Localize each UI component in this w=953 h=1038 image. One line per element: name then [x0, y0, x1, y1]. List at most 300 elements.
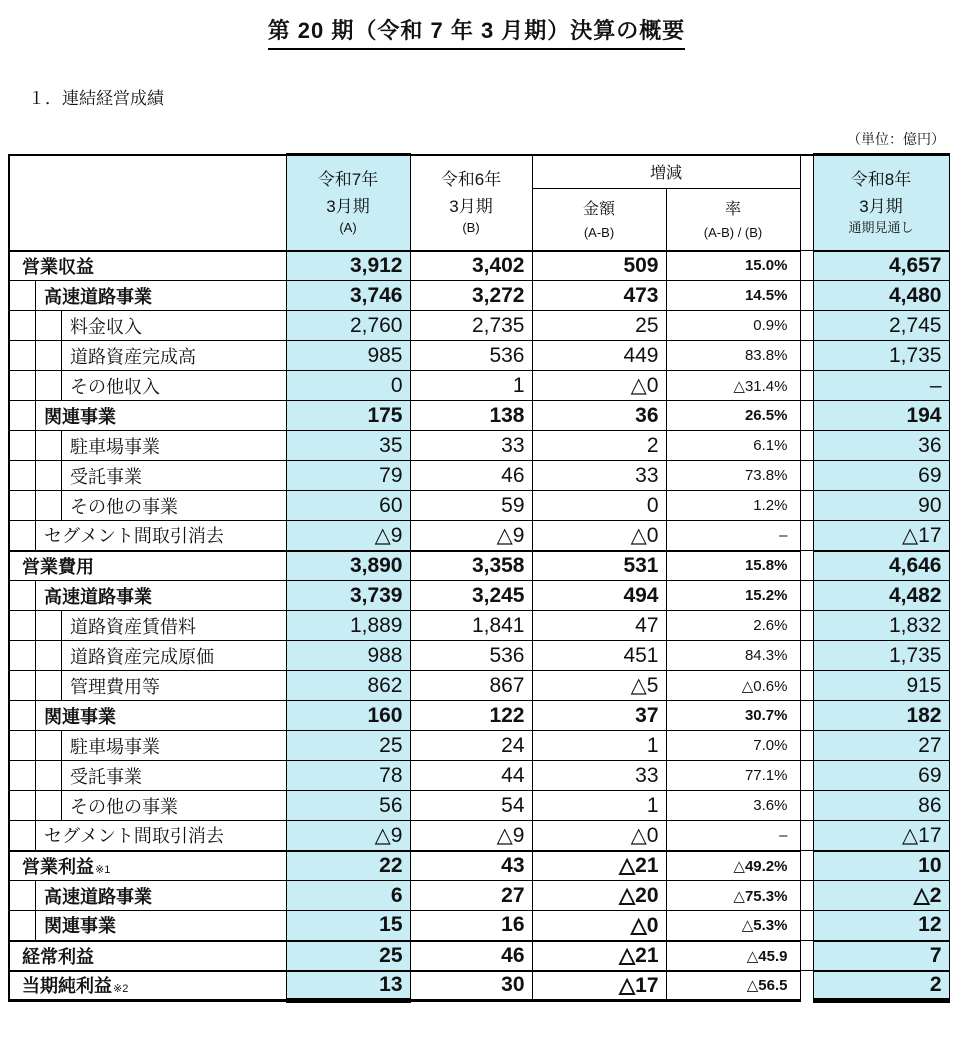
row-label: 当期純利益: [22, 976, 112, 997]
value-change-rate: △5.3%: [666, 911, 800, 941]
value-change-rate: 15.2%: [666, 581, 800, 611]
value-current-period: 13: [286, 971, 410, 1001]
value-current-period: △9: [286, 821, 410, 851]
indent-guide: [36, 491, 62, 520]
indent-guide: [10, 341, 36, 370]
table-row: [9, 491, 949, 521]
indent-guide: [10, 911, 36, 940]
value-current-period: 988: [286, 641, 410, 671]
table-row: [9, 851, 949, 881]
row-footnote-mark: [116, 726, 117, 730]
value-prior-period: 44: [410, 761, 532, 791]
value-change-amount: △5: [532, 671, 666, 701]
value-prior-period: 54: [410, 791, 532, 821]
row-label: 受託事業: [70, 466, 142, 487]
row-label: 営業費用: [22, 556, 94, 577]
table-row: [9, 671, 949, 701]
row-label-cell: [9, 941, 286, 971]
indent-guide: [36, 431, 62, 460]
indent-guide: [10, 521, 36, 550]
value-current-period: 35: [286, 431, 410, 461]
value-current-period: 0: [286, 371, 410, 401]
value-current-period: 1,889: [286, 611, 410, 641]
header-col-b-year: 令和6年: [440, 169, 502, 189]
value-change-rate: 15.0%: [666, 251, 800, 281]
row-label-cell: [9, 281, 286, 311]
table-row: [9, 371, 949, 401]
table-row: [9, 611, 949, 641]
indent-guide: [36, 791, 62, 820]
value-forecast: 10: [813, 851, 949, 881]
value-change-amount: △21: [532, 851, 666, 881]
value-current-period: 79: [286, 461, 410, 491]
table-gap: [800, 341, 813, 371]
header-col-a-year: 令和7年: [317, 170, 379, 190]
table-row: [9, 641, 949, 671]
row-label: 高速道路事業: [44, 586, 152, 607]
row-label-cell: [9, 551, 286, 581]
row-footnote-mark: [224, 846, 225, 850]
value-change-rate: 77.1%: [666, 761, 800, 791]
value-change-amount: 36: [532, 401, 666, 431]
header-col-b-mark: (B): [462, 220, 480, 236]
row-label-cell: [9, 911, 286, 941]
indent-guide: [10, 401, 36, 430]
value-prior-period: 27: [410, 881, 532, 911]
value-current-period: 25: [286, 731, 410, 761]
header-forecast-period: 3月期: [859, 197, 903, 217]
value-change-rate: 15.8%: [666, 551, 800, 581]
row-footnote-mark: [116, 426, 117, 430]
value-forecast: 86: [813, 791, 949, 821]
value-prior-period: 3,245: [410, 581, 532, 611]
table-gap: [800, 791, 813, 821]
value-forecast: △2: [813, 881, 949, 911]
value-current-period: 78: [286, 761, 410, 791]
table-row: [9, 401, 949, 431]
row-footnote-mark: [214, 666, 215, 670]
row-label-cell: [9, 791, 286, 821]
row-label-cell: [9, 431, 286, 461]
row-label-cell: [9, 731, 286, 761]
value-current-period: 160: [286, 701, 410, 731]
table-gap: [800, 581, 813, 611]
value-change-amount: 47: [532, 611, 666, 641]
value-prior-period: 122: [410, 701, 532, 731]
value-change-amount: 509: [532, 251, 666, 281]
value-forecast: 1,735: [813, 341, 949, 371]
value-prior-period: 536: [410, 341, 532, 371]
table-gap: [800, 551, 813, 581]
row-label: その他収入: [70, 376, 160, 397]
row-label: 駐車場事業: [70, 436, 160, 457]
row-label-cell: [9, 761, 286, 791]
row-label-cell: [9, 701, 286, 731]
table-row: [9, 431, 949, 461]
table-gap: [800, 701, 813, 731]
title-bar: [0, 14, 953, 50]
value-change-amount: 473: [532, 281, 666, 311]
financial-results-table: [8, 153, 950, 1003]
header-rate-formula: (A-B) / (B): [703, 225, 763, 241]
value-change-amount: 531: [532, 551, 666, 581]
table-gap: [800, 521, 813, 551]
table-row: [9, 821, 949, 851]
table-gap: [800, 641, 813, 671]
value-prior-period: 46: [410, 461, 532, 491]
table-gap: [800, 371, 813, 401]
row-footnote-mark: [152, 906, 153, 910]
indent-guide: [10, 311, 36, 340]
value-forecast: 182: [813, 701, 949, 731]
table-row: [9, 251, 949, 281]
row-label: 道路資産完成原価: [70, 646, 214, 667]
value-forecast: 7: [813, 941, 949, 971]
indent-guide: [10, 461, 36, 490]
value-forecast: 4,480: [813, 281, 949, 311]
value-prior-period: 46: [410, 941, 532, 971]
row-label-cell: [9, 251, 286, 281]
row-footnote-mark: [152, 306, 153, 310]
header-change-group: 増減: [532, 155, 800, 189]
value-change-amount: 37: [532, 701, 666, 731]
value-current-period: 985: [286, 341, 410, 371]
row-label: 関連事業: [44, 916, 116, 937]
indent-guide: [10, 641, 36, 670]
indent-guide: [10, 491, 36, 520]
value-change-rate: 26.5%: [666, 401, 800, 431]
value-change-amount: △0: [532, 371, 666, 401]
value-prior-period: 138: [410, 401, 532, 431]
value-current-period: 3,890: [286, 551, 410, 581]
row-label: 営業収益: [22, 256, 94, 277]
row-footnote-mark: [196, 366, 197, 370]
row-label: 高速道路事業: [44, 886, 152, 907]
value-forecast: 4,646: [813, 551, 949, 581]
header-col-a-period: 3月期: [326, 197, 370, 217]
header-col-b: [410, 155, 532, 251]
value-current-period: 2,760: [286, 311, 410, 341]
indent-guide: [10, 761, 36, 790]
header-amount-formula: (A-B): [583, 225, 615, 241]
value-change-amount: 0: [532, 491, 666, 521]
value-change-rate: 84.3%: [666, 641, 800, 671]
value-prior-period: △9: [410, 821, 532, 851]
value-forecast: 69: [813, 761, 949, 791]
table-row: [9, 521, 949, 551]
table-row: [9, 551, 949, 581]
value-change-rate: △45.9: [666, 941, 800, 971]
value-forecast: 36: [813, 431, 949, 461]
table-row: [9, 701, 949, 731]
row-footnote-mark: [160, 396, 161, 400]
value-current-period: 3,739: [286, 581, 410, 611]
value-current-period: 22: [286, 851, 410, 881]
value-change-amount: 33: [532, 461, 666, 491]
row-label-cell: [9, 341, 286, 371]
row-label-cell: [9, 461, 286, 491]
value-forecast: 69: [813, 461, 949, 491]
indent-guide: [10, 431, 36, 460]
value-forecast: 90: [813, 491, 949, 521]
table-gap: [800, 881, 813, 911]
indent-guide: [10, 791, 36, 820]
value-current-period: △9: [286, 521, 410, 551]
row-label: その他の事業: [70, 796, 178, 817]
row-footnote-mark: [160, 456, 161, 460]
value-forecast: △17: [813, 521, 949, 551]
row-footnote-mark: [178, 516, 179, 520]
value-prior-period: 1: [410, 371, 532, 401]
value-change-amount: △17: [532, 971, 666, 1001]
row-footnote-mark: [94, 576, 95, 580]
indent-guide: [36, 611, 62, 640]
value-change-amount: 1: [532, 731, 666, 761]
value-change-rate: 73.8%: [666, 461, 800, 491]
indent-guide: [36, 641, 62, 670]
table-row: [9, 461, 949, 491]
row-footnote-mark: [142, 486, 143, 490]
row-label: 関連事業: [44, 706, 116, 727]
value-change-rate: △56.5: [666, 971, 800, 1001]
value-current-period: 3,912: [286, 251, 410, 281]
value-change-rate: 30.7%: [666, 701, 800, 731]
row-footnote-mark: [160, 696, 161, 700]
value-change-amount: △0: [532, 911, 666, 941]
row-label: 経常利益: [22, 946, 94, 967]
indent-guide: [36, 671, 62, 700]
table-gap: [800, 401, 813, 431]
row-label-cell: [9, 521, 286, 551]
row-footnote-mark: [178, 816, 179, 820]
value-prior-period: 30: [410, 971, 532, 1001]
value-prior-period: 24: [410, 731, 532, 761]
row-label-cell: [9, 971, 286, 1001]
table-row: [9, 281, 949, 311]
value-change-rate: △31.4%: [666, 371, 800, 401]
header-forecast-mark: 通期見通し: [848, 220, 914, 236]
indent-guide: [36, 371, 62, 400]
table-row: [9, 581, 949, 611]
indent-guide: [36, 341, 62, 370]
value-prior-period: 43: [410, 851, 532, 881]
value-forecast: 194: [813, 401, 949, 431]
indent-guide: [10, 371, 36, 400]
value-change-rate: 6.1%: [666, 431, 800, 461]
row-label-cell: [9, 371, 286, 401]
value-prior-period: 59: [410, 491, 532, 521]
row-label-cell: [9, 311, 286, 341]
row-footnote-mark: [116, 936, 117, 940]
row-label-cell: [9, 491, 286, 521]
row-footnote-mark: ※2: [113, 983, 129, 995]
value-change-amount: 33: [532, 761, 666, 791]
value-change-amount: 2: [532, 431, 666, 461]
row-label-cell: [9, 851, 286, 881]
table-gap: [800, 251, 813, 281]
value-prior-period: 1,841: [410, 611, 532, 641]
header-col-b-period: 3月期: [449, 197, 493, 217]
row-label: 管理費用等: [70, 676, 160, 697]
value-forecast: △17: [813, 821, 949, 851]
header-col-a: [286, 155, 410, 251]
table-gap: [800, 761, 813, 791]
value-change-rate: –: [666, 521, 800, 551]
value-forecast: 4,657: [813, 251, 949, 281]
value-change-rate: 1.2%: [666, 491, 800, 521]
value-forecast: –: [813, 371, 949, 401]
table-row: [9, 731, 949, 761]
value-change-amount: 449: [532, 341, 666, 371]
row-label-cell: [9, 641, 286, 671]
row-footnote-mark: [142, 336, 143, 340]
table-gap: [800, 431, 813, 461]
row-label: セグメント間取引消去: [44, 826, 224, 847]
value-change-rate: 0.9%: [666, 311, 800, 341]
value-forecast: 915: [813, 671, 949, 701]
value-change-rate: △49.2%: [666, 851, 800, 881]
row-label: 受託事業: [70, 766, 142, 787]
row-footnote-mark: [152, 606, 153, 610]
value-forecast: 1,735: [813, 641, 949, 671]
row-footnote-mark: [94, 966, 95, 970]
row-label: 高速道路事業: [44, 286, 152, 307]
table-gap: [800, 821, 813, 851]
header-rate-label: 率: [724, 200, 741, 218]
indent-guide: [10, 701, 36, 730]
value-forecast: 27: [813, 731, 949, 761]
value-change-amount: 451: [532, 641, 666, 671]
indent-guide: [10, 581, 36, 610]
value-prior-period: 3,272: [410, 281, 532, 311]
value-change-amount: △0: [532, 521, 666, 551]
value-prior-period: 16: [410, 911, 532, 941]
value-forecast: 2: [813, 971, 949, 1001]
table-gap: [800, 311, 813, 341]
indent-guide: [10, 611, 36, 640]
table-gap: [800, 461, 813, 491]
table-gap: [800, 731, 813, 761]
row-footnote-mark: [196, 636, 197, 640]
value-change-rate: △75.3%: [666, 881, 800, 911]
indent-guide: [10, 821, 36, 850]
header-rate: [666, 189, 800, 251]
row-footnote-mark: [160, 756, 161, 760]
table-row: [9, 341, 949, 371]
value-change-amount: 25: [532, 311, 666, 341]
value-change-rate: –: [666, 821, 800, 851]
value-change-rate: 83.8%: [666, 341, 800, 371]
row-label-cell: [9, 611, 286, 641]
value-change-rate: △0.6%: [666, 671, 800, 701]
value-prior-period: 3,358: [410, 551, 532, 581]
value-prior-period: 536: [410, 641, 532, 671]
value-change-rate: 2.6%: [666, 611, 800, 641]
row-label-cell: [9, 881, 286, 911]
value-change-rate: 14.5%: [666, 281, 800, 311]
row-label: 料金収入: [70, 316, 142, 337]
value-change-rate: 3.6%: [666, 791, 800, 821]
row-label: 営業利益: [22, 856, 94, 877]
value-current-period: 25: [286, 941, 410, 971]
table-gap: [800, 491, 813, 521]
row-label: 関連事業: [44, 406, 116, 427]
table-gap: [800, 281, 813, 311]
value-current-period: 60: [286, 491, 410, 521]
value-prior-period: 867: [410, 671, 532, 701]
value-change-amount: △20: [532, 881, 666, 911]
value-forecast: 12: [813, 911, 949, 941]
value-change-amount: △0: [532, 821, 666, 851]
row-label: 駐車場事業: [70, 736, 160, 757]
value-change-amount: △21: [532, 941, 666, 971]
value-change-amount: 494: [532, 581, 666, 611]
indent-guide: [10, 881, 36, 910]
section-label: １．連結経営成績: [28, 89, 164, 108]
value-change-rate: 7.0%: [666, 731, 800, 761]
row-label-cell: [9, 671, 286, 701]
table-row: [9, 791, 949, 821]
row-footnote-mark: [224, 546, 225, 550]
value-current-period: 15: [286, 911, 410, 941]
row-label: セグメント間取引消去: [44, 526, 224, 547]
row-label: 道路資産賃借料: [70, 616, 196, 637]
header-empty-cell: [9, 155, 286, 251]
row-footnote-mark: [94, 276, 95, 280]
indent-guide: [10, 671, 36, 700]
indent-guide: [36, 461, 62, 490]
header-forecast: [813, 155, 949, 251]
row-label: 道路資産完成高: [70, 346, 196, 367]
table-gap: [800, 671, 813, 701]
table-row: [9, 311, 949, 341]
value-prior-period: 33: [410, 431, 532, 461]
table-gap: [800, 911, 813, 941]
table-row: [9, 761, 949, 791]
value-forecast: 4,482: [813, 581, 949, 611]
value-prior-period: 3,402: [410, 251, 532, 281]
table-row: [9, 941, 949, 971]
indent-guide: [36, 761, 62, 790]
value-forecast: 1,832: [813, 611, 949, 641]
indent-guide: [36, 731, 62, 760]
value-change-amount: 1: [532, 791, 666, 821]
row-footnote-mark: [142, 786, 143, 790]
row-label-cell: [9, 821, 286, 851]
value-current-period: 6: [286, 881, 410, 911]
row-label-cell: [9, 581, 286, 611]
table-gap: [800, 971, 813, 1001]
header-col-a-mark: (A): [339, 220, 357, 236]
row-label-cell: [9, 401, 286, 431]
indent-guide: [10, 731, 36, 760]
table-gap: [800, 941, 813, 971]
indent-guide: [36, 311, 62, 340]
value-current-period: 862: [286, 671, 410, 701]
table-gap: [800, 155, 813, 251]
table-gap: [800, 851, 813, 881]
value-prior-period: △9: [410, 521, 532, 551]
value-current-period: 175: [286, 401, 410, 431]
value-prior-period: 2,735: [410, 311, 532, 341]
table-row: [9, 881, 949, 911]
table-row: [9, 971, 949, 1001]
value-current-period: 56: [286, 791, 410, 821]
header-forecast-year: 令和8年: [850, 170, 912, 190]
table-row: [9, 911, 949, 941]
header-amount: [532, 189, 666, 251]
header-amount-label: 金額: [582, 200, 615, 218]
